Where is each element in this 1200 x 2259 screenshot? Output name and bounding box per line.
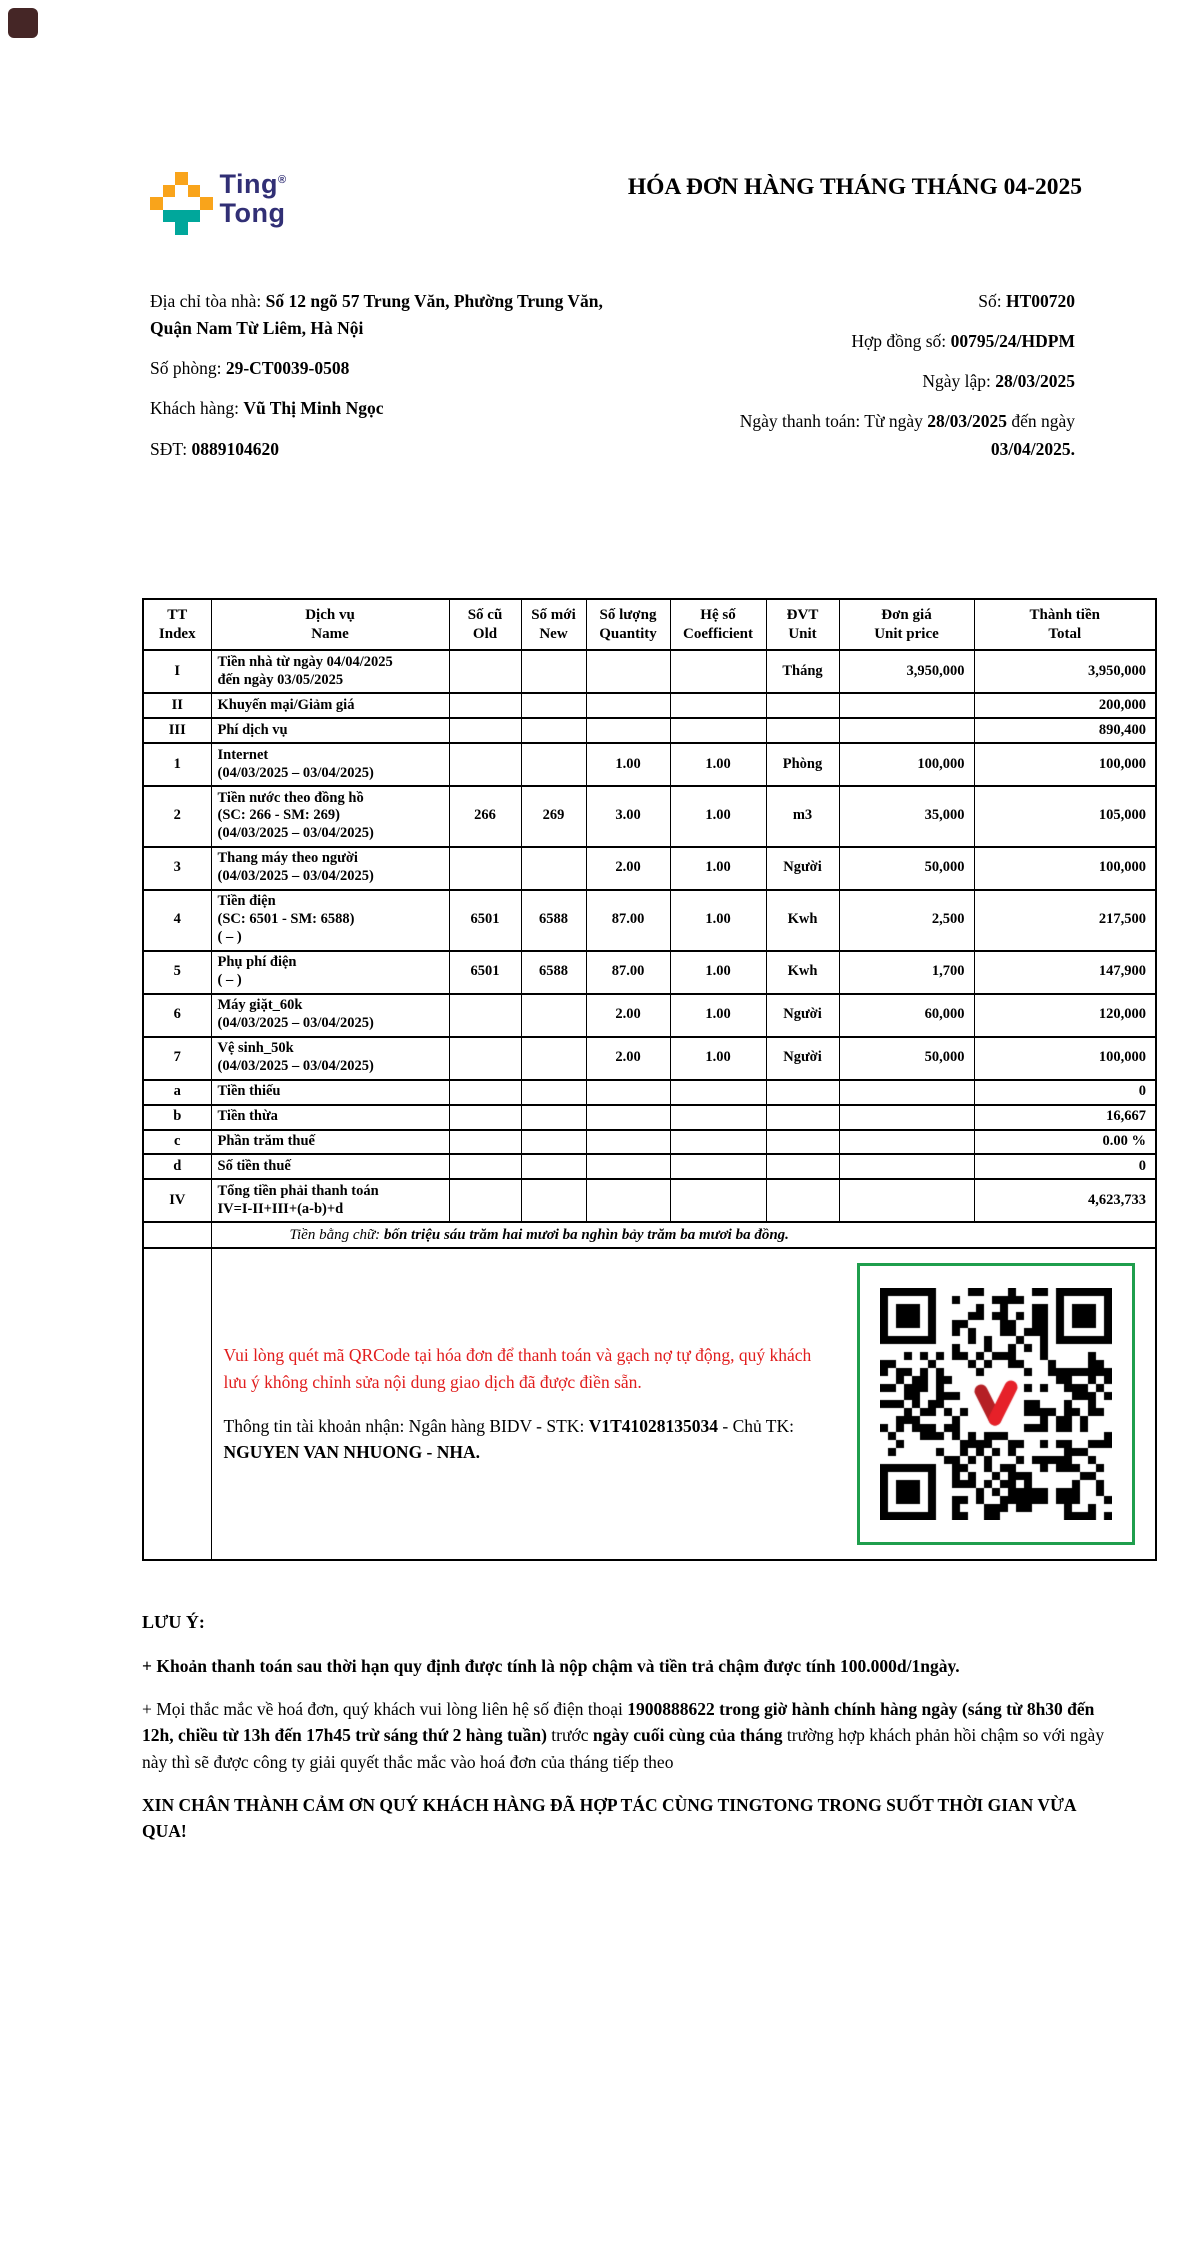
table-row bbox=[143, 1154, 1156, 1179]
table-cell: 35,000 bbox=[839, 786, 974, 847]
table-cell: d bbox=[143, 1154, 211, 1179]
table-cell bbox=[839, 1105, 974, 1130]
table-cell: 1,700 bbox=[839, 951, 974, 994]
invoice-meta-line: Hợp đồng số: 00795/24/HDPM bbox=[851, 331, 1075, 352]
table-cell: 6501 bbox=[449, 951, 521, 994]
table-cell: Tiền thừa bbox=[211, 1105, 449, 1130]
column-header: Số cũ Old bbox=[449, 599, 521, 650]
table-cell: 1.00 bbox=[670, 1037, 766, 1080]
table-cell: Người bbox=[766, 1037, 839, 1080]
invoice-header bbox=[150, 170, 1082, 235]
table-cell: IV bbox=[143, 1179, 211, 1222]
table-cell: 1.00 bbox=[670, 743, 766, 786]
table-header bbox=[143, 599, 1156, 650]
charges-table bbox=[142, 598, 1157, 1561]
column-header: Hệ số Coefficient bbox=[670, 599, 766, 650]
table-cell: 6588 bbox=[521, 951, 586, 994]
table-cell bbox=[521, 1105, 586, 1130]
qr-warning-text: Vui lòng quét mã QRCode tại hóa đơn để thanh toán và gạch nợ tự động, quý khách lưu ý không chỉnh sửa nội dung giao dịch đã được điền sẵn. bbox=[223, 1345, 812, 1392]
thanks-message: XIN CHÂN THÀNH CẢM ƠN QUÝ KHÁCH HÀNG ĐÃ HỢP TÁC CÙNG TINGTONG TRONG SUỐT THỜI GIAN VỪA QUA! bbox=[142, 1794, 1076, 1842]
table-cell: 3,950,000 bbox=[839, 650, 974, 693]
table-cell: m3 bbox=[766, 786, 839, 847]
table-row bbox=[143, 743, 1156, 786]
amount-in-words: Tiền bằng chữ: bốn triệu sáu trăm hai mươi ba nghìn bảy trăm ba mươi ba đồng. bbox=[211, 1222, 1156, 1248]
table-cell bbox=[143, 1222, 211, 1248]
table-cell bbox=[670, 718, 766, 743]
table-cell bbox=[521, 994, 586, 1037]
table-cell: c bbox=[143, 1130, 211, 1155]
table-cell: 50,000 bbox=[839, 1037, 974, 1080]
column-header: TT Index bbox=[143, 599, 211, 650]
table-cell: Phòng bbox=[766, 743, 839, 786]
table-cell: Tiền điện (SC: 6501 - SM: 6588) ( – ) bbox=[211, 890, 449, 951]
table-cell bbox=[586, 718, 670, 743]
table-cell bbox=[839, 1154, 974, 1179]
table-row bbox=[143, 890, 1156, 951]
table-cell bbox=[670, 1080, 766, 1105]
table-cell: 0 bbox=[974, 1154, 1156, 1179]
table-cell bbox=[670, 1179, 766, 1222]
column-header: ĐVT Unit bbox=[766, 599, 839, 650]
logo-word-ting: Ting bbox=[219, 169, 278, 199]
table-cell bbox=[449, 994, 521, 1037]
invoice-title: HÓA ĐƠN HÀNG THÁNG THÁNG 04-2025 bbox=[627, 174, 1082, 200]
table-cell: 2,500 bbox=[839, 890, 974, 951]
table-cell bbox=[521, 1037, 586, 1080]
payment-instructions bbox=[222, 1342, 828, 1465]
table-row bbox=[143, 1105, 1156, 1130]
table-cell bbox=[766, 693, 839, 718]
table-cell bbox=[449, 1179, 521, 1222]
customer-info-line: SĐT: 0889104620 bbox=[150, 438, 279, 459]
table-cell bbox=[766, 718, 839, 743]
table-cell: Tháng bbox=[766, 650, 839, 693]
table-cell bbox=[521, 693, 586, 718]
qr-row bbox=[143, 1248, 1156, 1560]
table-cell bbox=[449, 1154, 521, 1179]
table-row bbox=[143, 847, 1156, 890]
table-cell: 2.00 bbox=[586, 1037, 670, 1080]
table-row bbox=[143, 951, 1156, 994]
table-cell: Máy giặt_60k (04/03/2025 – 03/04/2025) bbox=[211, 994, 449, 1037]
qr-code-image bbox=[880, 1288, 1112, 1520]
table-cell: 217,500 bbox=[974, 890, 1156, 951]
table-cell: 1.00 bbox=[670, 786, 766, 847]
table-header-row bbox=[143, 599, 1156, 650]
table-cell bbox=[586, 1130, 670, 1155]
table-cell bbox=[521, 1080, 586, 1105]
table-cell: 87.00 bbox=[586, 890, 670, 951]
table-cell: 60,000 bbox=[839, 994, 974, 1037]
tingtong-logo bbox=[150, 170, 287, 235]
table-cell: 7 bbox=[143, 1037, 211, 1080]
invoice-meta bbox=[655, 288, 1075, 476]
table-cell bbox=[521, 743, 586, 786]
table-cell bbox=[766, 1130, 839, 1155]
column-header: Thành tiền Total bbox=[974, 599, 1156, 650]
table-cell bbox=[521, 847, 586, 890]
table-cell: 87.00 bbox=[586, 951, 670, 994]
table-row bbox=[143, 1037, 1156, 1080]
qr-table-section bbox=[143, 1248, 1156, 1560]
corner-mark bbox=[8, 8, 38, 38]
table-cell bbox=[839, 1080, 974, 1105]
table-cell: 6 bbox=[143, 994, 211, 1037]
table-cell bbox=[449, 693, 521, 718]
table-cell: 16,667 bbox=[974, 1105, 1156, 1130]
qr-code-frame bbox=[857, 1263, 1135, 1545]
table-body bbox=[143, 650, 1156, 1248]
table-cell: 3,950,000 bbox=[974, 650, 1156, 693]
customer-info-line: Địa chỉ tòa nhà: Số 12 ngõ 57 Trung Văn, Phường Trung Văn, Quận Nam Từ Liêm, Hà Nội bbox=[150, 291, 603, 339]
customer-info-line: Khách hàng: Vũ Thị Minh Ngọc bbox=[150, 398, 384, 419]
table-cell: Phần trăm thuế bbox=[211, 1130, 449, 1155]
invoice-meta-line: Số: HT00720 bbox=[978, 291, 1075, 311]
table-cell: 200,000 bbox=[974, 693, 1156, 718]
table-cell bbox=[766, 1154, 839, 1179]
late-payment-note: + Khoản thanh toán sau thời hạn quy định được tính là nộp chậm và tiền trả chậm được tính 100.000d/1ngày. bbox=[142, 1655, 960, 1676]
table-cell bbox=[586, 693, 670, 718]
table-cell: Phụ phí điện ( – ) bbox=[211, 951, 449, 994]
table-row bbox=[143, 994, 1156, 1037]
tingtong-logo-icon bbox=[150, 172, 213, 235]
table-cell bbox=[670, 1130, 766, 1155]
table-cell: 1.00 bbox=[670, 847, 766, 890]
table-cell: 4 bbox=[143, 890, 211, 951]
table-cell: 147,900 bbox=[974, 951, 1156, 994]
table-cell: II bbox=[143, 693, 211, 718]
table-cell: Tiền nhà từ ngày 04/04/2025 đến ngày 03/05/2025 bbox=[211, 650, 449, 693]
invoice-meta-line: Ngày lập: 28/03/2025 bbox=[922, 371, 1075, 392]
table-cell: Internet (04/03/2025 – 03/04/2025) bbox=[211, 743, 449, 786]
table-cell: 105,000 bbox=[974, 786, 1156, 847]
table-cell bbox=[766, 1080, 839, 1105]
table-cell bbox=[521, 1154, 586, 1179]
customer-info bbox=[150, 288, 645, 476]
table-cell: Vệ sinh_50k (04/03/2025 – 03/04/2025) bbox=[211, 1037, 449, 1080]
column-header: Số lượng Quantity bbox=[586, 599, 670, 650]
table-cell: b bbox=[143, 1105, 211, 1130]
table-cell bbox=[670, 693, 766, 718]
table-cell bbox=[521, 718, 586, 743]
table-cell: 2.00 bbox=[586, 994, 670, 1037]
table-cell: 1 bbox=[143, 743, 211, 786]
table-row bbox=[143, 1080, 1156, 1105]
table-cell bbox=[586, 650, 670, 693]
table-cell: 120,000 bbox=[974, 994, 1156, 1037]
table-cell bbox=[586, 1179, 670, 1222]
table-cell bbox=[839, 1130, 974, 1155]
table-cell: 1.00 bbox=[670, 951, 766, 994]
table-cell bbox=[586, 1154, 670, 1179]
table-cell: 6501 bbox=[449, 890, 521, 951]
table-cell bbox=[449, 1037, 521, 1080]
table-cell: I bbox=[143, 650, 211, 693]
table-cell: 100,000 bbox=[974, 847, 1156, 890]
table-cell bbox=[766, 1179, 839, 1222]
table-cell: 890,400 bbox=[974, 718, 1156, 743]
table-cell: 3.00 bbox=[586, 786, 670, 847]
table-cell: Khuyến mại/Giảm giá bbox=[211, 693, 449, 718]
column-header: Dịch vụ Name bbox=[211, 599, 449, 650]
table-cell: 0.00 % bbox=[974, 1130, 1156, 1155]
table-cell bbox=[839, 693, 974, 718]
table-cell: 4,623,733 bbox=[974, 1179, 1156, 1222]
table-row bbox=[143, 693, 1156, 718]
table-cell bbox=[839, 718, 974, 743]
table-cell: 0 bbox=[974, 1080, 1156, 1105]
table-cell: a bbox=[143, 1080, 211, 1105]
footer-notes bbox=[142, 1609, 1107, 1845]
table-cell bbox=[586, 1105, 670, 1130]
table-cell bbox=[449, 650, 521, 693]
table-cell: Người bbox=[766, 847, 839, 890]
table-cell: Số tiền thuế bbox=[211, 1154, 449, 1179]
table-cell bbox=[670, 650, 766, 693]
table-cell bbox=[449, 1105, 521, 1130]
notes-heading: LƯU Ý: bbox=[142, 1611, 205, 1632]
table-row bbox=[143, 1179, 1156, 1222]
table-cell: 6588 bbox=[521, 890, 586, 951]
table-cell bbox=[449, 847, 521, 890]
table-cell bbox=[586, 1080, 670, 1105]
table-cell bbox=[143, 1248, 211, 1560]
table-cell bbox=[521, 650, 586, 693]
table-cell: 50,000 bbox=[839, 847, 974, 890]
table-cell: 1.00 bbox=[586, 743, 670, 786]
table-row bbox=[143, 786, 1156, 847]
table-cell: 100,000 bbox=[839, 743, 974, 786]
logo-word-tong: Tong bbox=[219, 198, 286, 229]
table-cell bbox=[449, 743, 521, 786]
table-cell: 2.00 bbox=[586, 847, 670, 890]
registered-mark: ® bbox=[278, 174, 287, 186]
table-cell: 1.00 bbox=[670, 994, 766, 1037]
contact-note: + Mọi thắc mắc về hoá đơn, quý khách vui lòng liên hệ số điện thoại 1900888622 trong giờ hành chính hàng ngày (sáng từ 8h30 đến 12h, chiều từ 13h đến 17h45 trừ sáng thứ 2 hàng tuần) trước ngày cuối cùng của tháng trường hợp khách phản hồi chậm so với ngày này thì sẽ được công ty giải quyết thắc mắc vào hoá đơn của tháng tiếp theo bbox=[142, 1699, 1105, 1772]
table-cell: Phí dịch vụ bbox=[211, 718, 449, 743]
table-cell bbox=[521, 1179, 586, 1222]
amount-in-words-row bbox=[143, 1222, 1156, 1248]
table-cell: 266 bbox=[449, 786, 521, 847]
table-cell: Người bbox=[766, 994, 839, 1037]
table-cell bbox=[449, 718, 521, 743]
table-cell bbox=[521, 1130, 586, 1155]
table-cell: Kwh bbox=[766, 951, 839, 994]
invoice-meta-line: Ngày thanh toán: Từ ngày 28/03/2025 đến ngày 03/04/2025. bbox=[739, 411, 1075, 459]
column-header: Đơn giá Unit price bbox=[839, 599, 974, 650]
table-cell: Kwh bbox=[766, 890, 839, 951]
table-cell bbox=[839, 1179, 974, 1222]
table-cell: 269 bbox=[521, 786, 586, 847]
table-cell bbox=[449, 1130, 521, 1155]
account-info: Thông tin tài khoản nhận: Ngân hàng BIDV - STK: V1T41028135034 - Chủ TK: NGUYEN VAN NHUONG - NHA. bbox=[223, 1415, 794, 1463]
table-cell: 100,000 bbox=[974, 1037, 1156, 1080]
table-cell: Tiền thiếu bbox=[211, 1080, 449, 1105]
table-row bbox=[143, 650, 1156, 693]
table-cell: III bbox=[143, 718, 211, 743]
table-cell: Tổng tiền phải thanh toán IV=I-II+III+(a-b)+d bbox=[211, 1179, 449, 1222]
table-cell: 100,000 bbox=[974, 743, 1156, 786]
table-cell: Tiền nước theo đồng hồ (SC: 266 - SM: 269) (04/03/2025 – 03/04/2025) bbox=[211, 786, 449, 847]
table-cell bbox=[766, 1105, 839, 1130]
tingtong-logo-text bbox=[220, 170, 287, 228]
customer-info-line: Số phòng: 29-CT0039-0508 bbox=[150, 358, 350, 379]
table-cell: Thang máy theo người (04/03/2025 – 03/04/2025) bbox=[211, 847, 449, 890]
table-row bbox=[143, 1130, 1156, 1155]
table-cell: 5 bbox=[143, 951, 211, 994]
table-cell bbox=[449, 1080, 521, 1105]
qr-section-cell bbox=[211, 1248, 1156, 1560]
table-cell: 3 bbox=[143, 847, 211, 890]
column-header: Số mới New bbox=[521, 599, 586, 650]
invoice-info bbox=[150, 288, 1075, 476]
table-cell: 2 bbox=[143, 786, 211, 847]
table-cell bbox=[670, 1154, 766, 1179]
table-cell: 1.00 bbox=[670, 890, 766, 951]
table-cell bbox=[670, 1105, 766, 1130]
table-row bbox=[143, 718, 1156, 743]
